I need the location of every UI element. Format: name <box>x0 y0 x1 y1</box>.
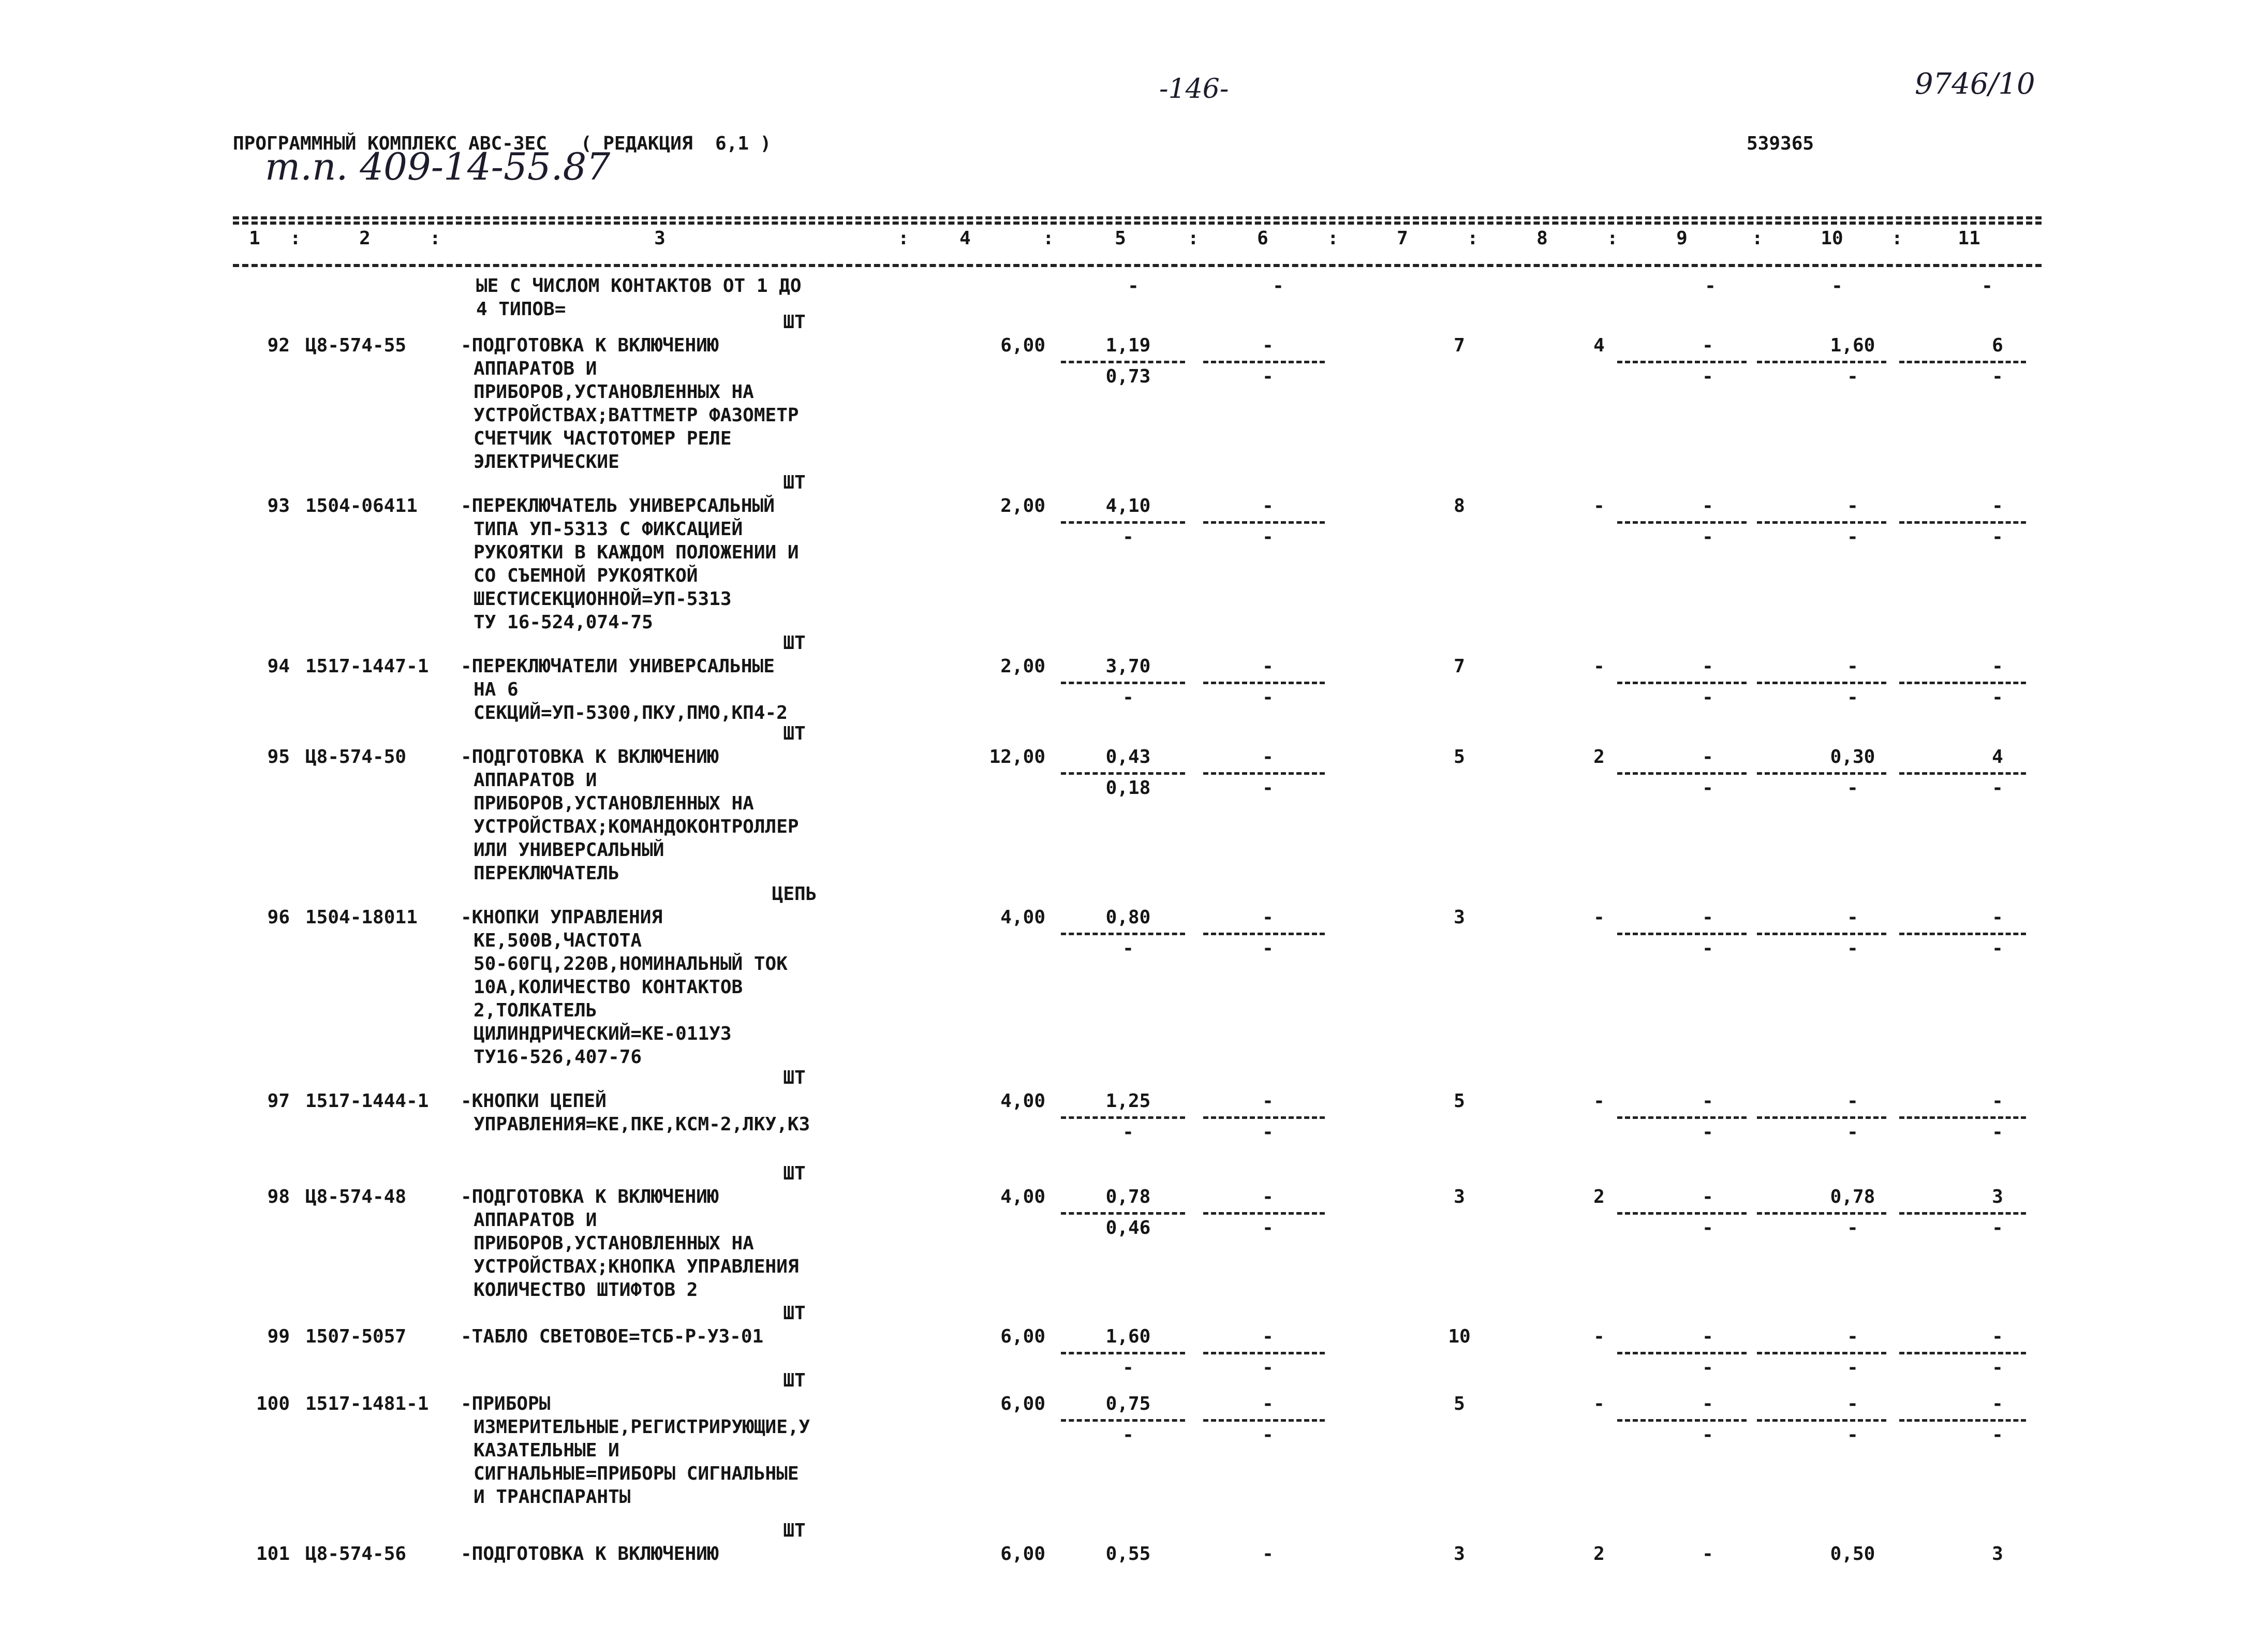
continuation-mark-col6: - <box>1273 275 1284 297</box>
column-separator: : <box>1188 228 1199 249</box>
row-col10-value: - <box>1847 656 1858 677</box>
row-number: 93 <box>267 495 290 517</box>
row-description-line: СЕКЦИЙ=УП-5300,ПКУ,ПМО,КП4-2 <box>474 702 788 724</box>
row-description-line: -ПЕРЕКЛЮЧАТЕЛИ УНИВЕРСАЛЬНЫЕ <box>461 656 775 677</box>
row-col5-value: 0,75 <box>1105 1393 1151 1414</box>
row-col7-value: 7 <box>1454 335 1465 356</box>
column-number-3: 3 <box>654 228 666 249</box>
column-number-4: 4 <box>959 228 971 249</box>
cell-divider <box>1757 682 1886 684</box>
row-unit: ШТ <box>783 1067 806 1088</box>
row-col9-second-value: - <box>1702 777 1713 799</box>
row-col4-quantity: 2,00 <box>1000 495 1045 517</box>
row-col5-second-value: - <box>1122 1357 1134 1378</box>
row-unit: ШТ <box>783 632 806 654</box>
row-description-line: КАЗАТЕЛЬНЫЕ И <box>474 1440 619 1461</box>
cell-divider <box>1203 521 1325 524</box>
program-title: ПРОГРАММНЫЙ КОМПЛЕКС АВС-3ЕС ( РЕДАКЦИЯ 6,1 ) <box>233 133 772 154</box>
row-col5-value: 3,70 <box>1105 656 1151 677</box>
cell-divider <box>1757 361 1886 363</box>
row-col6-second-value: - <box>1262 777 1274 799</box>
column-number-2: 2 <box>359 228 371 249</box>
row-col11-value: - <box>1992 907 2003 928</box>
row-col9-second-value: - <box>1702 366 1713 387</box>
column-separator: : <box>290 228 301 249</box>
page-number: -146- <box>1159 73 1229 105</box>
column-separator: : <box>1043 228 1054 249</box>
row-col10-value: 0,50 <box>1830 1543 1875 1565</box>
row-col6-second-value: - <box>1262 366 1274 387</box>
cell-divider <box>1203 1419 1325 1422</box>
continuation-mark-col11: - <box>1982 275 1993 297</box>
row-col6-value: - <box>1262 335 1274 356</box>
continuation-mark-col5: - <box>1128 275 1139 297</box>
row-description-line: ЭЛЕКТРИЧЕСКИЕ <box>474 451 619 473</box>
row-description-line: -ПОДГОТОВКА К ВКЛЮЧЕНИЮ <box>461 1186 719 1207</box>
row-description-line: АППАРАТОВ И <box>474 1210 597 1231</box>
cell-divider <box>1757 1352 1886 1354</box>
row-col5-second-value: 0,46 <box>1105 1217 1151 1238</box>
cell-divider <box>1617 1212 1747 1215</box>
row-col10-second-value: - <box>1847 1424 1858 1446</box>
row-col4-quantity: 12,00 <box>989 746 1045 768</box>
cell-divider <box>1203 1212 1325 1215</box>
row-col11-second-value: - <box>1992 777 2003 799</box>
row-col5-value: 4,10 <box>1105 495 1151 517</box>
row-col7-value: 7 <box>1454 656 1465 677</box>
row-col11-second-value: - <box>1992 1357 2003 1378</box>
row-description-line: -ПОДГОТОВКА К ВКЛЮЧЕНИЮ <box>461 335 719 356</box>
row-description-line: ТИПА УП-5313 С ФИКСАЦИЕЙ <box>474 519 743 540</box>
row-code: 1507-5057 <box>305 1326 407 1347</box>
project-code: т.п. 409-14-55.87 <box>265 145 611 188</box>
row-col8-value: 2 <box>1593 1543 1605 1565</box>
cell-divider <box>1899 933 2026 935</box>
row-description-line: 2,ТОЛКАТЕЛЬ <box>474 1000 597 1021</box>
column-number-11: 11 <box>1958 228 1980 249</box>
continuation-mark-col10: - <box>1831 275 1843 297</box>
row-col6-value: - <box>1262 1186 1274 1207</box>
row-col4-quantity: 6,00 <box>1000 335 1045 356</box>
cell-divider <box>1757 1212 1886 1215</box>
row-col10-value: - <box>1847 1393 1858 1414</box>
row-description-line: -КНОПКИ ЦЕПЕЙ <box>461 1090 607 1112</box>
column-separator: : <box>1752 228 1763 249</box>
cell-divider <box>1899 361 2026 363</box>
cell-divider <box>1061 772 1185 775</box>
row-col5-second-value: 0,18 <box>1105 777 1151 799</box>
row-description-line: УСТРОЙСТВАХ;КНОПКА УПРАВЛЕНИЯ <box>474 1256 799 1277</box>
cell-divider <box>1899 772 2026 775</box>
row-description-line: КЕ,500В,ЧАСТОТА <box>474 930 642 951</box>
row-col6-second-value: - <box>1262 687 1274 708</box>
row-col10-second-value: - <box>1847 1122 1858 1143</box>
row-code: Ц8-574-48 <box>305 1186 407 1207</box>
row-unit: ШТ <box>783 1370 806 1391</box>
row-number: 96 <box>267 907 290 928</box>
row-col7-value: 5 <box>1454 746 1465 768</box>
row-description-line: -ПЕРЕКЛЮЧАТЕЛЬ УНИВЕРСАЛЬНЫЙ <box>461 495 775 517</box>
row-description-line: ИЛИ УНИВЕРСАЛЬНЫЙ <box>474 839 664 861</box>
row-code: Ц8-574-50 <box>305 746 407 768</box>
cell-divider <box>1757 933 1886 935</box>
row-code: Ц8-574-55 <box>305 335 407 356</box>
row-col11-value: 3 <box>1992 1186 2003 1207</box>
row-col10-value: - <box>1847 907 1858 928</box>
row-code: 1517-1444-1 <box>305 1090 429 1112</box>
row-col9-second-value: - <box>1702 938 1713 959</box>
cell-divider <box>1061 1419 1185 1422</box>
cell-divider <box>1203 1116 1325 1119</box>
row-col7-value: 5 <box>1454 1393 1465 1414</box>
row-col10-value: 1,60 <box>1830 335 1875 356</box>
row-col5-value: 0,43 <box>1105 746 1151 768</box>
cell-divider <box>1617 772 1747 775</box>
row-col8-value: - <box>1593 656 1605 677</box>
row-col8-value: - <box>1593 1393 1605 1414</box>
cell-divider <box>1061 1116 1185 1119</box>
column-separator: : <box>1467 228 1479 249</box>
row-col9-value: - <box>1702 335 1713 356</box>
cell-divider <box>1203 682 1325 684</box>
row-unit: ЦЕПЬ <box>772 883 817 905</box>
row-col10-second-value: - <box>1847 777 1858 799</box>
row-col10-second-value: - <box>1847 1357 1858 1378</box>
row-description-line: -ПОДГОТОВКА К ВКЛЮЧЕНИЮ <box>461 1543 719 1565</box>
row-col11-value: - <box>1992 1090 2003 1112</box>
cell-divider <box>1061 1212 1185 1215</box>
row-col9-value: - <box>1702 907 1713 928</box>
cell-divider <box>1757 772 1886 775</box>
row-col6-value: - <box>1262 1393 1274 1414</box>
row-col6-second-value: - <box>1262 938 1274 959</box>
row-col8-value: - <box>1593 495 1605 517</box>
cell-divider <box>1617 1419 1747 1422</box>
column-number-9: 9 <box>1676 228 1688 249</box>
row-unit: ШТ <box>783 1163 806 1184</box>
row-col9-value: - <box>1702 746 1713 768</box>
row-col6-second-value: - <box>1262 1122 1274 1143</box>
row-col7-value: 3 <box>1454 907 1465 928</box>
continuation-mark-col9: - <box>1705 275 1716 297</box>
row-col9-second-value: - <box>1702 1217 1713 1238</box>
row-col10-value: - <box>1847 495 1858 517</box>
column-separator: : <box>1891 228 1903 249</box>
column-number-1: 1 <box>249 228 260 249</box>
row-number: 97 <box>267 1090 290 1112</box>
row-col5-second-value: - <box>1122 1122 1134 1143</box>
cell-divider <box>1899 1419 2026 1422</box>
row-description-line: НА 6 <box>474 679 519 700</box>
row-col9-second-value: - <box>1702 1122 1713 1143</box>
row-col7-value: 10 <box>1448 1326 1471 1347</box>
cell-divider <box>1899 521 2026 524</box>
row-unit: ШТ <box>783 312 806 333</box>
row-number: 95 <box>267 746 290 768</box>
row-col10-value: 0,78 <box>1830 1186 1875 1207</box>
row-description-line: ТУ 16-524,074-75 <box>474 612 653 633</box>
row-description-line: -КНОПКИ УПРАВЛЕНИЯ <box>461 907 663 928</box>
column-separator: : <box>1607 228 1618 249</box>
cell-divider <box>1203 361 1325 363</box>
row-description-line: 50-60ГЦ,220В,НОМИНАЛЬНЫЙ ТОК <box>474 953 788 975</box>
row-description-line: СЧЕТЧИК ЧАСТОТОМЕР РЕЛЕ <box>474 428 732 449</box>
column-number-7: 7 <box>1397 228 1408 249</box>
report-code: 539365 <box>1747 133 1814 154</box>
row-col8-value: 2 <box>1593 1186 1605 1207</box>
row-col9-value: - <box>1702 1326 1713 1347</box>
row-col5-value: 0,55 <box>1105 1543 1151 1565</box>
row-description-line: -ТАБЛО СВЕТОВОЕ=ТСБ-Р-У3-01 <box>461 1326 764 1347</box>
row-code: 1504-18011 <box>305 907 418 928</box>
row-number: 101 <box>256 1543 290 1565</box>
column-number-5: 5 <box>1115 228 1126 249</box>
row-col9-second-value: - <box>1702 1424 1713 1446</box>
row-col7-value: 5 <box>1454 1090 1465 1112</box>
cell-divider <box>1899 1352 2026 1354</box>
row-col8-value: 2 <box>1593 746 1605 768</box>
row-col9-value: - <box>1702 656 1713 677</box>
row-description-line: ПРИБОРОВ,УСТАНОВЛЕННЫХ НА <box>474 1233 754 1254</box>
row-col11-second-value: - <box>1992 526 2003 548</box>
cell-divider <box>1899 1212 2026 1215</box>
row-col6-value: - <box>1262 1543 1274 1565</box>
row-description-line: ПЕРЕКЛЮЧАТЕЛЬ <box>474 863 619 884</box>
row-col8-value: - <box>1593 907 1605 928</box>
row-unit: ШТ <box>783 472 806 493</box>
cell-divider <box>1617 1352 1747 1354</box>
row-col6-value: - <box>1262 1326 1274 1347</box>
row-unit: ШТ <box>783 723 806 744</box>
row-col9-value: - <box>1702 1090 1713 1112</box>
row-col6-value: - <box>1262 1090 1274 1112</box>
row-description-line: РУКОЯТКИ В КАЖДОМ ПОЛОЖЕНИИ И <box>474 542 799 563</box>
row-col11-second-value: - <box>1992 938 2003 959</box>
row-col6-value: - <box>1262 495 1274 517</box>
column-number-10: 10 <box>1821 228 1843 249</box>
row-col6-second-value: - <box>1262 1424 1274 1446</box>
cell-divider <box>1757 1116 1886 1119</box>
row-number: 98 <box>267 1186 290 1207</box>
row-col7-value: 3 <box>1454 1186 1465 1207</box>
cell-divider <box>1061 682 1185 684</box>
row-description-line: УПРАВЛЕНИЯ=КЕ,ПКЕ,КСМ-2,ЛКУ,К3 <box>474 1114 810 1135</box>
cell-divider <box>1899 1116 2026 1119</box>
row-col9-value: - <box>1702 1543 1713 1565</box>
row-col10-second-value: - <box>1847 938 1858 959</box>
row-col10-value: - <box>1847 1090 1858 1112</box>
row-col4-quantity: 6,00 <box>1000 1543 1045 1565</box>
cell-divider <box>1203 1352 1325 1354</box>
row-description-line: АППАРАТОВ И <box>474 770 597 791</box>
row-col9-second-value: - <box>1702 526 1713 548</box>
row-col8-value: 4 <box>1593 335 1605 356</box>
row-col6-value: - <box>1262 656 1274 677</box>
cell-divider <box>1203 772 1325 775</box>
row-col11-value: - <box>1992 495 2003 517</box>
row-col8-value: - <box>1593 1326 1605 1347</box>
column-separator: : <box>898 228 909 249</box>
column-number-8: 8 <box>1536 228 1548 249</box>
row-code: 1517-1447-1 <box>305 656 429 677</box>
row-number: 94 <box>267 656 290 677</box>
row-col6-second-value: - <box>1262 1357 1274 1378</box>
row-col5-second-value: - <box>1122 1424 1134 1446</box>
row-code: Ц8-574-56 <box>305 1543 407 1565</box>
row-description-line: ШЕСТИСЕКЦИОННОЙ=УП-5313 <box>474 588 732 610</box>
row-description-line: ИЗМЕРИТЕЛЬНЫЕ,РЕГИСТРИРУЮЩИЕ,У <box>474 1417 810 1438</box>
row-col4-quantity: 4,00 <box>1000 1090 1045 1112</box>
row-col11-value: - <box>1992 656 2003 677</box>
row-col5-second-value: - <box>1122 526 1134 548</box>
row-col4-quantity: 6,00 <box>1000 1393 1045 1414</box>
row-col11-value: 4 <box>1992 746 2003 768</box>
row-col11-value: 6 <box>1992 335 2003 356</box>
row-code: 1504-06411 <box>305 495 418 517</box>
row-description-line: И ТРАНСПАРАНТЫ <box>474 1486 631 1508</box>
cell-divider <box>1061 933 1185 935</box>
row-col11-value: 3 <box>1992 1543 2003 1565</box>
row-description-line: ТУ16-526,407-76 <box>474 1046 642 1068</box>
row-col9-second-value: - <box>1702 687 1713 708</box>
column-number-6: 6 <box>1257 228 1268 249</box>
row-unit: ШТ <box>783 1303 806 1324</box>
row-col9-second-value: - <box>1702 1357 1713 1378</box>
row-description-line: КОЛИЧЕСТВО ШТИФТОВ 2 <box>474 1279 698 1301</box>
row-number: 100 <box>256 1393 290 1414</box>
document-number: 9746/10 <box>1915 67 2035 101</box>
row-col11-second-value: - <box>1992 1122 2003 1143</box>
row-description-line: УСТРОЙСТВАХ;КОМАНДОКОНТРОЛЛЕР <box>474 816 799 837</box>
cell-divider <box>1061 1352 1185 1354</box>
cell-divider <box>1617 933 1747 935</box>
column-separator: : <box>430 228 441 249</box>
row-col11-value: - <box>1992 1326 2003 1347</box>
row-description-line: СО СЪЕМНОЙ РУКОЯТКОЙ <box>474 565 698 586</box>
row-col5-value: 1,19 <box>1105 335 1151 356</box>
row-col8-value: - <box>1593 1090 1605 1112</box>
row-col4-quantity: 4,00 <box>1000 907 1045 928</box>
continuation-line-1: ЫЕ С ЧИСЛОМ КОНТАКТОВ ОТ 1 ДО <box>476 275 802 297</box>
row-col11-second-value: - <box>1992 366 2003 387</box>
row-col5-value: 0,78 <box>1105 1186 1151 1207</box>
row-col5-second-value: 0,73 <box>1105 366 1151 387</box>
row-col11-value: - <box>1992 1393 2003 1414</box>
row-col10-value: 0,30 <box>1830 746 1875 768</box>
cell-divider <box>1617 361 1747 363</box>
row-col5-value: 0,80 <box>1105 907 1151 928</box>
row-col4-quantity: 6,00 <box>1000 1326 1045 1347</box>
row-col7-value: 8 <box>1454 495 1465 517</box>
row-col9-value: - <box>1702 495 1713 517</box>
row-col11-second-value: - <box>1992 1424 2003 1446</box>
row-col9-value: - <box>1702 1186 1713 1207</box>
cell-divider <box>1617 1116 1747 1119</box>
row-col10-second-value: - <box>1847 526 1858 548</box>
row-col5-value: 1,25 <box>1105 1090 1151 1112</box>
row-col10-second-value: - <box>1847 1217 1858 1238</box>
row-col10-second-value: - <box>1847 366 1858 387</box>
row-col5-second-value: - <box>1122 938 1134 959</box>
row-code: 1517-1481-1 <box>305 1393 429 1414</box>
row-col5-value: 1,60 <box>1105 1326 1151 1347</box>
row-col10-value: - <box>1847 1326 1858 1347</box>
row-col6-value: - <box>1262 746 1274 768</box>
cell-divider <box>1061 361 1185 363</box>
row-number: 92 <box>267 335 290 356</box>
row-col11-second-value: - <box>1992 687 2003 708</box>
cell-divider <box>1757 521 1886 524</box>
row-description-line: 10А,КОЛИЧЕСТВО КОНТАКТОВ <box>474 977 743 998</box>
row-description-line: СИГНАЛЬНЫЕ=ПРИБОРЫ СИГНАЛЬНЫЕ <box>474 1463 799 1484</box>
row-description-line: -ПРИБОРЫ <box>461 1393 551 1414</box>
row-col7-value: 3 <box>1454 1543 1465 1565</box>
cell-divider <box>1617 682 1747 684</box>
row-col4-quantity: 4,00 <box>1000 1186 1045 1207</box>
row-description-line: -ПОДГОТОВКА К ВКЛЮЧЕНИЮ <box>461 746 719 768</box>
continuation-line-2: 4 ТИПОВ= <box>476 299 566 320</box>
row-col6-second-value: - <box>1262 1217 1274 1238</box>
row-description-line: УСТРОЙСТВАХ;ВАТТМЕТР ФАЗОМЕТР <box>474 405 799 426</box>
row-number: 99 <box>267 1326 290 1347</box>
row-description-line: ПРИБОРОВ,УСТАНОВЛЕННЫХ НА <box>474 381 754 403</box>
cell-divider <box>1061 521 1185 524</box>
row-col6-second-value: - <box>1262 526 1274 548</box>
cell-divider <box>1899 682 2026 684</box>
row-description-line: ЦИЛИНДРИЧЕСКИЙ=КЕ-011У3 <box>474 1023 732 1044</box>
row-col10-second-value: - <box>1847 687 1858 708</box>
cell-divider <box>1617 521 1747 524</box>
row-col9-value: - <box>1702 1393 1713 1414</box>
row-col5-second-value: - <box>1122 687 1134 708</box>
row-col11-second-value: - <box>1992 1217 2003 1238</box>
row-description-line: ПРИБОРОВ,УСТАНОВЛЕННЫХ НА <box>474 793 754 814</box>
cell-divider <box>1757 1419 1886 1422</box>
column-separator: : <box>1327 228 1339 249</box>
cell-divider <box>1203 933 1325 935</box>
row-unit: ШТ <box>783 1520 806 1541</box>
row-col4-quantity: 2,00 <box>1000 656 1045 677</box>
row-description-line: АППАРАТОВ И <box>474 358 597 379</box>
row-col6-value: - <box>1262 907 1274 928</box>
